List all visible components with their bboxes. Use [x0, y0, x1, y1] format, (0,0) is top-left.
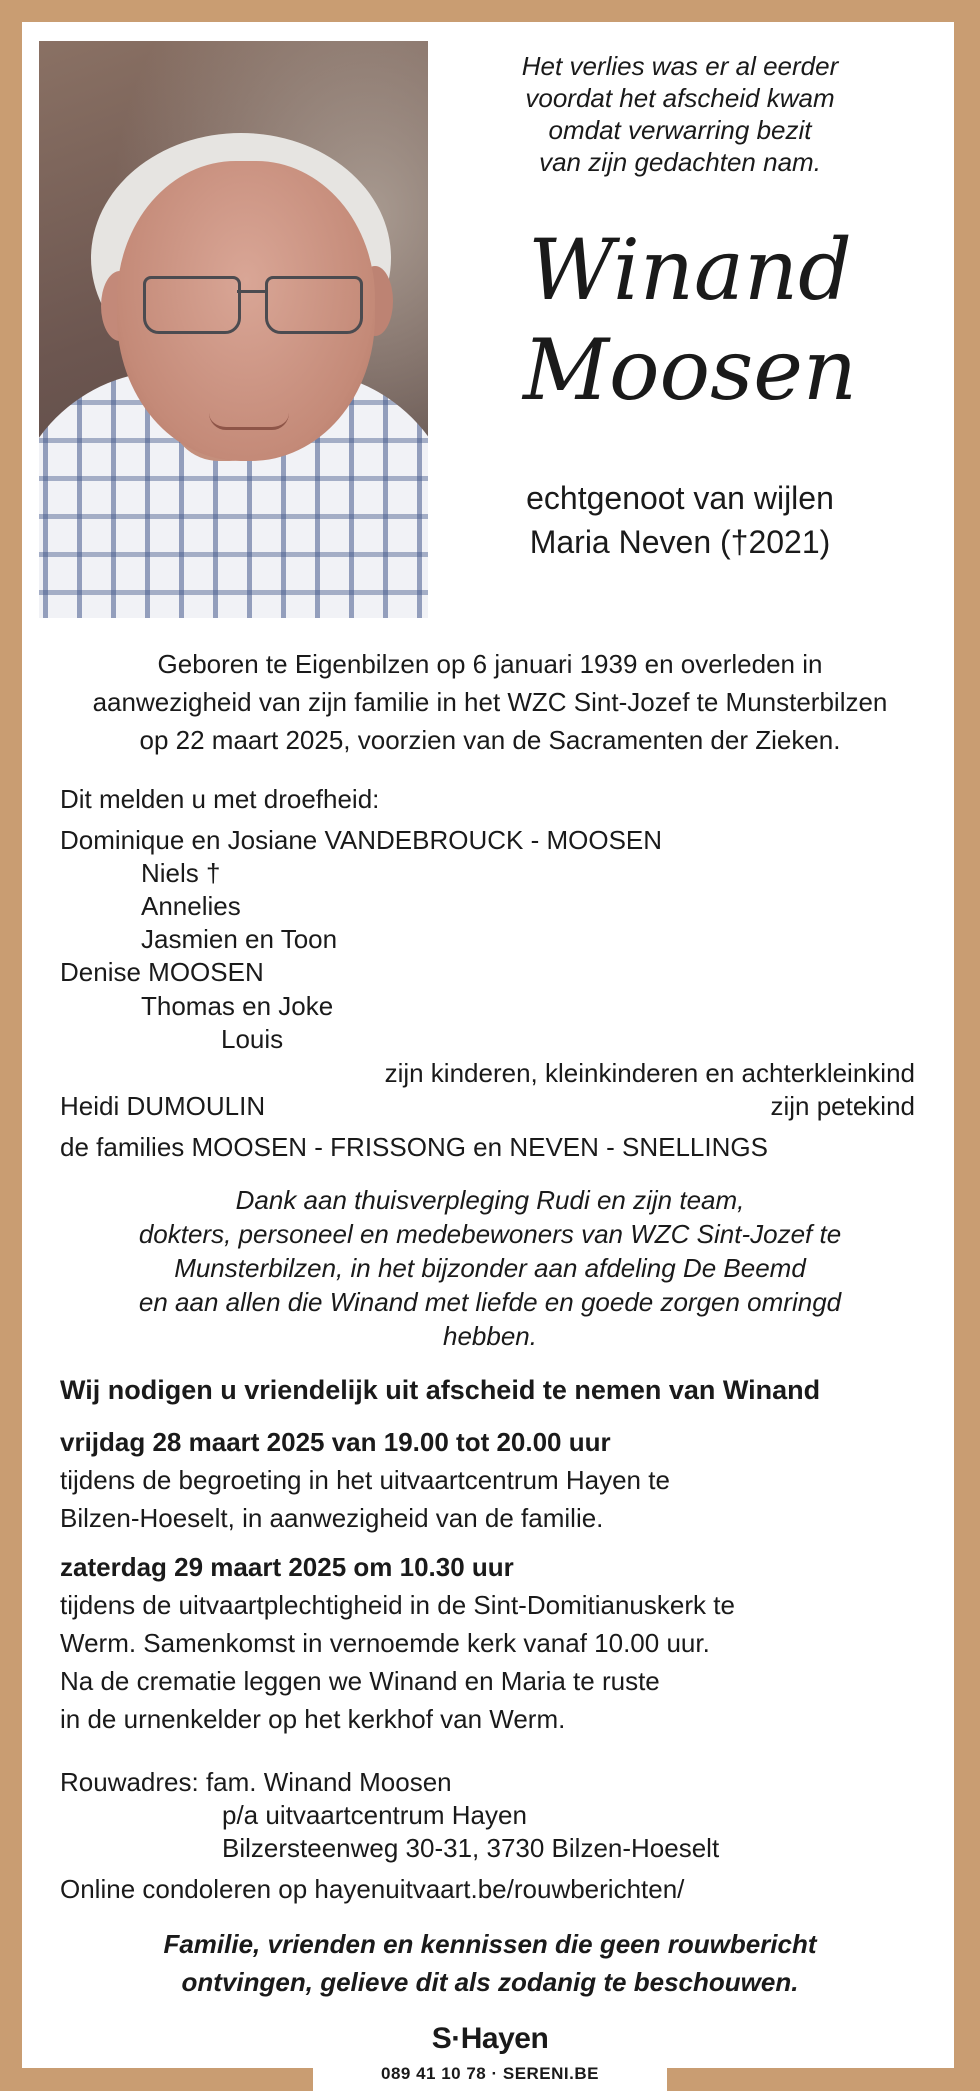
family-grandchild: Annelies	[141, 891, 241, 921]
thanks-line: Dank aan thuisverpleging Rudi en zijn team,	[235, 1185, 745, 1215]
thanks-line: hebben.	[443, 1321, 537, 1351]
footer-contact: 089 41 10 78 · SERENI.BE	[380, 2064, 599, 2083]
family-child-1: Dominique en Josiane VANDEBROUCK - MOOSEN	[60, 825, 663, 855]
closing-line: ontvingen, gelieve dit als zodanig te beschouwen.	[181, 1967, 799, 1997]
thanks-message	[60, 1183, 920, 1353]
family-grandchild: Jasmien en Toon	[141, 924, 338, 954]
poem-line: voordat het afscheid kwam	[525, 83, 835, 113]
portrait-glasses	[139, 276, 369, 336]
closing-note	[60, 1925, 920, 2001]
thanks-line: en aan allen die Winand met liefde en goede zorgen omringd	[138, 1287, 842, 1317]
family-godchild: Heidi DUMOULIN	[60, 1091, 266, 1121]
invitation-heading: Wij nodigen u vriendelijk uit afscheid te nemen van Winand	[60, 1375, 821, 1405]
birth-death-info	[40, 645, 940, 759]
visitation-block	[60, 1423, 920, 1537]
mourning-address-line: Bilzersteenweg 30-31, 3730 Bilzen-Hoeselt	[222, 1833, 720, 1863]
poem-line: Het verlies was er al eerder	[521, 51, 839, 81]
funeral-line: Na de crematie leggen we Winand en Maria te ruste	[60, 1666, 660, 1696]
poem-line: van zijn gedachten nam.	[539, 147, 821, 177]
born-line: aanwezigheid van zijn familie in het WZC Sint-Jozef te Munsterbilzen	[92, 687, 888, 717]
visitation-line: Bilzen-Hoeselt, in aanwezigheid van de familie.	[60, 1503, 604, 1533]
family-child-2: Denise MOOSEN	[60, 957, 264, 987]
funeral-block	[60, 1548, 920, 1738]
born-line: Geboren te Eigenbilzen op 6 januari 1939 en overleden in	[157, 649, 823, 679]
born-line: op 22 maart 2025, voorzien van de Sacramenten der Zieken.	[139, 725, 841, 755]
spouse-line: Maria Neven (†2021)	[529, 524, 831, 560]
spouse-info	[470, 476, 890, 564]
portrait-mouth	[209, 413, 289, 430]
thanks-line: dokters, personeel en medebewoners van WZC Sint-Jozef te	[138, 1219, 842, 1249]
last-name: Moosen	[522, 321, 858, 419]
mourning-address-line: p/a uitvaartcentrum Hayen	[222, 1800, 527, 1830]
family-great-grandchild: Louis	[221, 1024, 284, 1054]
funeral-line: in de urnenkelder op het kerkhof van Werm.	[60, 1704, 566, 1734]
online-condolence: Online condoleren op hayenuitvaart.be/rouwberichten/	[60, 1874, 685, 1904]
poem-line: omdat verwarring bezit	[548, 115, 812, 145]
family-grandchild: Thomas en Joke	[141, 991, 334, 1021]
spouse-line: echtgenoot van wijlen	[526, 480, 834, 516]
deceased-portrait	[39, 41, 428, 618]
hayen-logo: S·Hayen	[431, 2022, 549, 2055]
funeral-line: Werm. Samenkomst in vernoemde kerk vanaf 10.00 uur.	[60, 1628, 710, 1658]
thanks-line: Munsterbilzen, in het bijzonder aan afdeling De Beemd	[174, 1253, 806, 1283]
deceased-name	[455, 220, 925, 420]
family-grandchild: Niels †	[141, 858, 221, 888]
poem	[470, 50, 890, 178]
funeral-line: tijdens de uitvaartplechtigheid in de Sint-Domitianuskerk te	[60, 1590, 735, 1620]
visitation-line: tijdens de begroeting in het uitvaartcentrum Hayen te	[60, 1465, 670, 1495]
funeral-datetime: zaterdag 29 maart 2025 om 10.30 uur	[60, 1552, 514, 1582]
first-name: Winand	[528, 221, 852, 319]
mourning-address-label: Rouwadres: fam. Winand Moosen	[60, 1767, 452, 1797]
visitation-datetime: vrijdag 28 maart 2025 van 19.00 tot 20.00 uur	[60, 1427, 611, 1457]
family-godchild-note: zijn petekind	[770, 1091, 915, 1121]
family-children-note: zijn kinderen, kleinkinderen en achterkleinkind	[384, 1058, 915, 1088]
family-extended: de families MOOSEN - FRISSONG en NEVEN - SNELLINGS	[60, 1132, 768, 1162]
family-intro: Dit melden u met droefheid:	[60, 784, 380, 814]
closing-line: Familie, vrienden en kennissen die geen rouwbericht	[163, 1929, 817, 1959]
